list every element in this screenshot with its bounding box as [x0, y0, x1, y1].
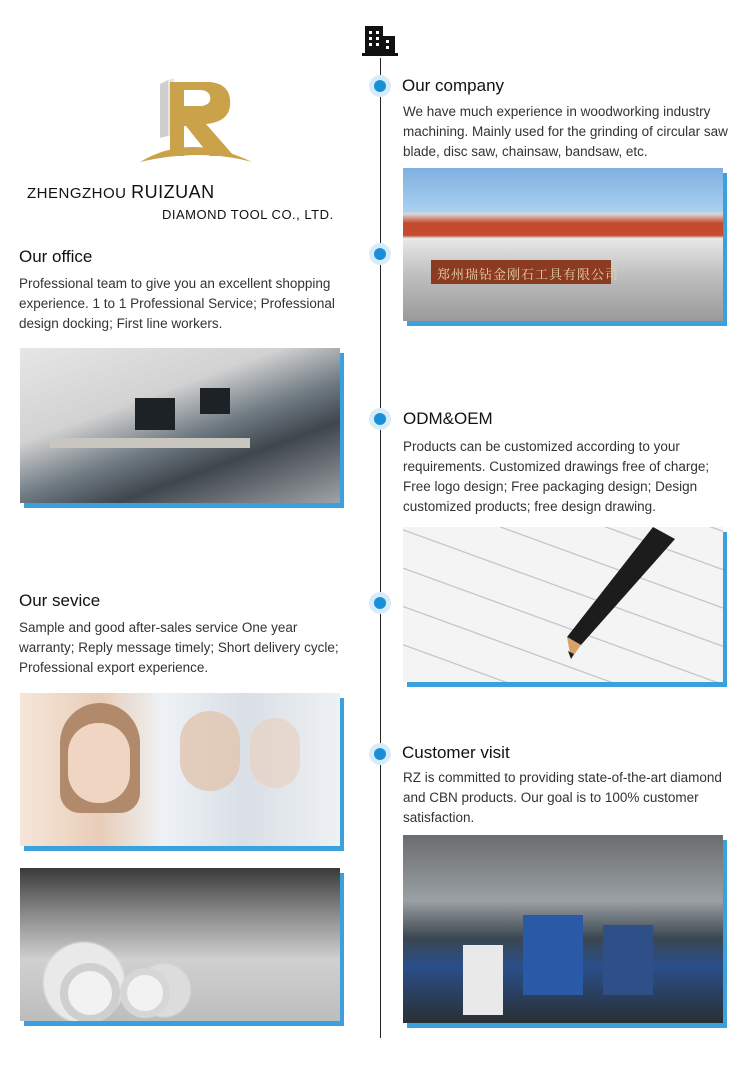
warehouse-materials-photo: [20, 868, 340, 1021]
building-icon: [362, 24, 398, 58]
timeline-dot-service: [369, 592, 391, 614]
section-text-visit: RZ is committed to providing state-of-the-art diamond and CBN products. Our goal is to 100% customer satisfaction.: [403, 770, 722, 825]
pencil-icon: [403, 527, 723, 682]
section-title-office: Our office: [19, 247, 93, 266]
section-title-odm: ODM&OEM: [403, 409, 493, 428]
section-text-odm: Products can be customized according to your requirements. Customized drawings free of charge; Free logo design; Free packaging design; Design customized products; free design drawing.: [403, 439, 710, 514]
office-photo: [20, 348, 340, 503]
section-title-company: Our company: [402, 76, 505, 95]
section-title-service: Our sevice: [19, 591, 101, 610]
timeline-dot-company: [369, 75, 391, 97]
timeline-dot-odm: [369, 408, 391, 430]
company-building-photo: [403, 168, 723, 321]
design-drawing-photo: [403, 527, 723, 682]
company-logo: [140, 76, 260, 166]
timeline-dot-visit: [369, 743, 391, 765]
timeline-dot-office: [369, 243, 391, 265]
timeline-line: [380, 58, 381, 1038]
company-name-line1: [27, 182, 215, 203]
factory-workshop-photo: [403, 835, 723, 1023]
section-text-company: We have much experience in woodworking industry machining. Mainly used for the grinding of circular saw blade, disc saw, chainsaw, bandsaw, etc.: [403, 104, 728, 159]
section-title-visit: Customer visit: [402, 743, 510, 762]
company-name-prefix: ZHENGZHOU: [27, 185, 127, 202]
company-sign-text: 郑州瑞钻金刚石工具有限公司: [437, 268, 620, 283]
section-text-office: Professional team to give you an excellent shopping experience. 1 to 1 Professional Service; Professional design docking; First line workers.: [19, 276, 335, 331]
company-name-line2: DIAMOND TOOL CO., LTD.: [162, 207, 334, 222]
customer-service-photo: [20, 693, 340, 846]
section-text-service: Sample and good after-sales service One year warranty; Reply message timely; Short delivery cycle; Professional export experience.: [19, 620, 339, 675]
company-name-brand: RUIZUAN: [131, 182, 215, 202]
